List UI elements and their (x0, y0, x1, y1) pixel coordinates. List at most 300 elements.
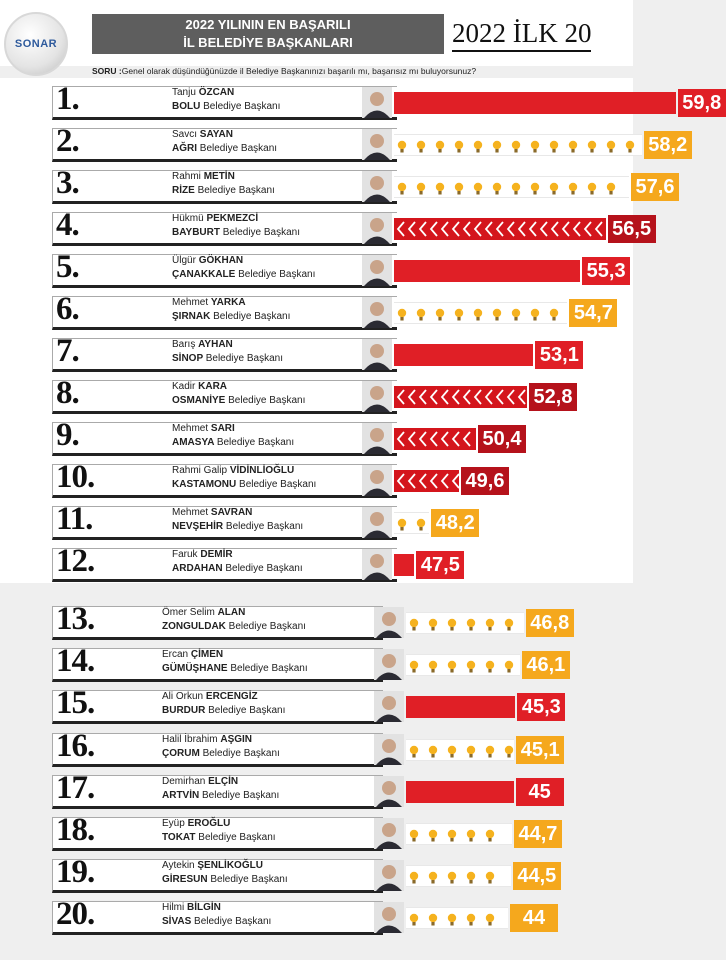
person-icon (374, 734, 404, 765)
chart-row (52, 333, 612, 372)
first-name: Hilmi (162, 902, 187, 914)
mayor-photo (362, 297, 392, 328)
value-label: 48,2 (431, 509, 479, 537)
mayor-name (172, 339, 233, 350)
bulb-icon (512, 309, 520, 317)
bulb-icon (398, 183, 406, 191)
bulb-icon (505, 619, 513, 627)
bulb-icons (406, 655, 520, 677)
rank-label: 16. (56, 727, 95, 764)
arrow-icon (420, 432, 426, 446)
first-name: Demirhan (162, 775, 209, 787)
mayor-name (162, 734, 252, 745)
bulb-icon (429, 661, 437, 669)
value-label: 54,7 (569, 299, 617, 327)
first-name: Mehmet (172, 297, 211, 308)
bulb-icon (410, 830, 418, 838)
chart-row (52, 291, 613, 330)
city-title (162, 663, 308, 674)
surname: AYHAN (198, 339, 233, 350)
bulb-icons (406, 908, 508, 930)
arrow-icon (442, 432, 448, 446)
data-bar (394, 428, 476, 450)
bulb-icon (467, 914, 475, 922)
first-name: Savcı (172, 129, 200, 140)
city-name: AMASYA (172, 437, 217, 448)
first-name: Eyüp (162, 818, 188, 829)
mayor-name (172, 507, 252, 518)
surname: SARI (210, 423, 235, 434)
value-label: 53,1 (535, 341, 583, 369)
person-icon (362, 423, 392, 454)
arrow-icon (409, 222, 415, 236)
bulb-icon (486, 872, 494, 880)
rank-label: 6. (56, 291, 79, 327)
city-title (162, 705, 285, 716)
title-suffix: Belediye Başkanı (208, 705, 286, 717)
bulb-icon (398, 141, 406, 149)
mayor-name (162, 691, 258, 702)
chart-subtitle: 2022 İLK 20 (452, 16, 591, 52)
data-bar (406, 781, 514, 803)
arrow-icon (508, 390, 514, 404)
arrow-icon (464, 390, 470, 404)
first-name: Aytekin (162, 860, 198, 872)
city-title (172, 227, 300, 238)
chart-row (52, 375, 612, 414)
arrow-icon (409, 432, 415, 446)
city-name: AĞRI (172, 143, 200, 154)
city-name: RİZE (172, 185, 198, 196)
mayor-name (162, 902, 221, 913)
value-label: 52,8 (529, 383, 577, 411)
city-title (172, 437, 294, 448)
first-name: Rahmi Galip (172, 465, 230, 476)
title-suffix: Belediye Başkanı (222, 227, 301, 238)
city-name: ŞIRNAK (172, 311, 214, 322)
person-icon (374, 818, 404, 849)
mayor-name (172, 213, 258, 224)
bulb-icon (410, 872, 418, 880)
city-name: SİVAS (162, 916, 195, 928)
bulb-icons (394, 135, 642, 157)
title-box (92, 14, 444, 54)
title-suffix: Belediye Başkanı (225, 521, 304, 532)
person-icon (362, 87, 392, 118)
header (0, 0, 633, 66)
bulb-icon (448, 914, 456, 922)
mayor-photo (374, 776, 404, 807)
arrow-icon (453, 432, 459, 446)
arrow-icon (409, 390, 415, 404)
person-icon (362, 465, 392, 496)
data-bar (394, 260, 580, 282)
city-name: BOLU (172, 101, 204, 112)
arrow-icon (431, 474, 437, 488)
surname: DEMİR (200, 549, 233, 560)
data-bar (406, 612, 524, 634)
chart-row (52, 896, 612, 935)
arrow-icon (442, 390, 448, 404)
arrow-icon (486, 390, 492, 404)
chart-row (52, 81, 722, 120)
data-bar (406, 696, 515, 718)
mayor-photo (362, 171, 392, 202)
city-title (162, 621, 306, 632)
rank-label: 18. (56, 812, 95, 848)
city-title (172, 521, 303, 532)
arrow-icon (475, 390, 481, 404)
mayor-photo (374, 649, 404, 680)
bulb-icon (493, 141, 501, 149)
bulb-icon (550, 183, 558, 191)
surname: BİLGİN (187, 902, 221, 914)
title-line-2: İL BELEDİYE BAŞKANLARI (183, 35, 353, 50)
city-title (172, 101, 280, 112)
bulb-icon (474, 309, 482, 317)
bulb-icons (394, 513, 429, 535)
bulb-icon (436, 309, 444, 317)
city-title (172, 563, 303, 574)
surname: KARA (198, 381, 228, 392)
arrow-icon (552, 222, 558, 236)
bulb-icon (448, 661, 456, 669)
bulb-icon (474, 141, 482, 149)
value-label: 44,7 (514, 820, 562, 848)
city-name: ARTVİN (162, 789, 202, 801)
rank-label: 14. (56, 643, 95, 680)
value-label: 56,5 (608, 215, 656, 243)
city-name: GÜMÜŞHANE (162, 663, 231, 675)
surname: GÖKHAN (198, 255, 244, 266)
bulb-icon (486, 745, 494, 753)
surname: VİDİNLİOĞLU (229, 465, 295, 476)
mayor-name (172, 297, 246, 308)
person-icon (362, 549, 392, 580)
city-name: ARDAHAN (172, 563, 226, 574)
title-suffix: Belediye Başkanı (197, 185, 275, 196)
data-bar (394, 134, 642, 156)
arrow-icon (596, 222, 602, 236)
arrow-icon (398, 222, 404, 236)
city-title (172, 311, 290, 322)
city-name: ZONGULDAK (162, 621, 229, 632)
mayor-name (162, 860, 263, 871)
data-bar (406, 907, 508, 929)
arrow-icon (541, 222, 547, 236)
bulb-icon (448, 830, 456, 838)
arrow-icon (486, 222, 492, 236)
chart-row (52, 543, 612, 582)
city-title (162, 832, 276, 843)
first-name: Ömer Selim (162, 607, 218, 618)
bulb-icons (406, 866, 511, 888)
mayor-name (162, 776, 238, 787)
bulb-icon (569, 183, 577, 191)
title-suffix: Belediye Başkanı (216, 437, 295, 448)
value-label: 55,3 (582, 257, 630, 285)
surname: EROĞLU (187, 818, 231, 829)
city-title (172, 395, 305, 406)
bulb-icon (467, 872, 475, 880)
bulb-icon (512, 141, 520, 149)
value-label: 45 (516, 778, 564, 806)
title-suffix: Belediye Başkanı (210, 874, 288, 886)
title-suffix: Belediye Başkanı (199, 143, 278, 154)
city-name: NEVŞEHİR (172, 521, 226, 532)
city-title (162, 748, 280, 759)
mayor-name (172, 381, 227, 392)
person-icon (374, 607, 404, 638)
city-title (172, 269, 315, 280)
bulb-icon (448, 872, 456, 880)
arrow-icon (508, 222, 514, 236)
title-suffix: Belediye Başkanı (202, 747, 280, 759)
surname: ELÇİN (208, 775, 239, 787)
mayor-name (162, 607, 245, 618)
bulb-icon (429, 914, 437, 922)
data-bar (406, 823, 512, 845)
first-name: Faruk (172, 549, 201, 560)
value-label: 47,5 (416, 551, 464, 579)
bulb-icons (394, 177, 629, 199)
data-bar (394, 554, 414, 576)
bulb-icon (410, 914, 418, 922)
title-suffix: Belediye Başkanı (228, 395, 306, 406)
logo-text: SONAR (14, 38, 58, 50)
chart-row (52, 769, 612, 809)
mayor-photo (362, 381, 392, 412)
bulb-icon (467, 619, 475, 627)
first-name: Hükmü (172, 213, 207, 224)
six-arrow-icons (394, 428, 476, 450)
arrow-icon (431, 432, 437, 446)
mayor-photo (374, 691, 404, 722)
bulb-icon (436, 183, 444, 191)
rank-label: 17. (56, 769, 95, 806)
value-label: 44 (510, 904, 558, 932)
bulb-icon (398, 309, 406, 317)
arrow-icon (464, 222, 470, 236)
bulb-icon (569, 141, 577, 149)
city-title (162, 916, 271, 927)
data-bar (394, 302, 567, 324)
bulb-icon (512, 183, 520, 191)
chart-row (52, 854, 612, 893)
bulb-icon (429, 619, 437, 627)
city-name: BAYBURT (172, 227, 223, 238)
bulb-icon (474, 183, 482, 191)
mayor-photo (362, 549, 392, 580)
arrow-icon (398, 390, 404, 404)
arrow-icon (420, 222, 426, 236)
arrow-icon (442, 222, 448, 236)
mayor-name (172, 465, 294, 476)
title-suffix: Belediye Başkanı (238, 269, 316, 280)
bulb-icon (550, 309, 558, 317)
title-suffix: Belediye Başkanı (230, 663, 308, 675)
first-name: Rahmi (172, 171, 204, 182)
chart-row (52, 727, 612, 767)
mayor-photo (374, 902, 404, 933)
bulb-icons (394, 303, 567, 325)
first-name: Kadir (172, 381, 199, 392)
bulb-icon (429, 830, 437, 838)
arrow-icon (420, 474, 426, 488)
city-title (172, 479, 316, 490)
mayor-photo (374, 818, 404, 849)
data-bar (394, 386, 527, 408)
rank-label: 8. (56, 375, 79, 411)
bulb-icon (607, 141, 615, 149)
bulb-icon (455, 183, 463, 191)
arrow-icon (409, 474, 415, 488)
person-icon (362, 129, 392, 160)
title-suffix: Belediye Başkanı (239, 479, 317, 490)
bulb-icon (467, 745, 475, 753)
bulb-icon (448, 619, 456, 627)
survey-question (92, 66, 632, 76)
rank-label: 20. (56, 896, 95, 933)
mayor-photo (362, 87, 392, 118)
person-icon (362, 297, 392, 328)
mayor-photo (362, 255, 392, 286)
question-label: SORU : (92, 66, 122, 76)
rank-label: 10. (56, 459, 95, 495)
bulb-icon (455, 141, 463, 149)
value-label: 45,1 (516, 736, 564, 764)
person-icon (362, 507, 392, 538)
city-name: SİNOP (172, 353, 206, 364)
arrow-icon (497, 222, 503, 236)
person-icon (374, 776, 404, 807)
bulb-icons (406, 613, 524, 635)
value-label: 49,6 (461, 467, 509, 495)
bulb-icon (486, 914, 494, 922)
arrow-icon (585, 222, 591, 236)
bulb-icon (436, 141, 444, 149)
data-bar (394, 176, 629, 198)
bulb-icon (455, 309, 463, 317)
mayor-photo (374, 607, 404, 638)
mayor-name (172, 129, 233, 140)
first-name: Ali Orkun (162, 691, 206, 703)
mayor-name (172, 171, 235, 182)
chart-row (52, 459, 612, 498)
surname: ERCENGİZ (205, 691, 258, 703)
first-name: Tanju (172, 87, 199, 98)
chart-row (52, 123, 688, 162)
rank-label: 3. (56, 165, 79, 201)
arrow-icon (453, 222, 459, 236)
person-icon (362, 381, 392, 412)
rank-label: 2. (56, 123, 79, 159)
bulb-icon (505, 745, 513, 753)
chart-row (52, 501, 612, 540)
arrow-icon (519, 390, 525, 404)
bulb-icon (410, 745, 418, 753)
first-name: Halil İbrahim (162, 733, 221, 745)
person-icon (362, 171, 392, 202)
mayor-photo (374, 860, 404, 891)
mayor-name (172, 549, 233, 560)
bulb-icon (467, 830, 475, 838)
first-name: Mehmet (172, 507, 211, 518)
arrow-icon (497, 390, 503, 404)
arrow-icon (574, 222, 580, 236)
chart-row (52, 685, 612, 724)
mayor-name (162, 649, 223, 660)
person-icon (362, 213, 392, 244)
six-arrow-icons (394, 218, 606, 240)
first-name: Barış (172, 339, 199, 350)
surname: SAVRAN (210, 507, 253, 518)
mayor-photo (362, 423, 392, 454)
chart-row (52, 643, 612, 682)
arrow-icon (453, 474, 459, 488)
person-icon (374, 860, 404, 891)
data-bar (406, 865, 511, 887)
city-name: BURDUR (162, 705, 209, 717)
city-title (172, 143, 277, 154)
surname: PEKMEZCİ (206, 213, 259, 224)
chart-row (52, 601, 612, 640)
bulb-icon (486, 661, 494, 669)
mayor-name (172, 87, 234, 98)
first-name: Ercan (162, 649, 191, 661)
bulb-icon (486, 830, 494, 838)
data-bar (406, 654, 520, 676)
surname: METİN (203, 171, 235, 182)
arrow-icon (442, 474, 448, 488)
rank-label: 15. (56, 685, 95, 722)
mayor-photo (362, 507, 392, 538)
data-bar (394, 344, 533, 366)
mayor-name (172, 255, 243, 266)
value-label: 58,2 (644, 131, 692, 159)
arrow-icon (519, 222, 525, 236)
rank-label: 19. (56, 854, 95, 891)
bulb-icon (531, 141, 539, 149)
city-name: ÇANAKKALE (172, 269, 239, 280)
city-name: GİRESUN (162, 874, 211, 886)
title-line-1: 2022 YILININ EN BAŞARILI (185, 17, 351, 32)
surname: ALAN (217, 607, 246, 618)
surname: ŞENLİKOĞLU (197, 860, 263, 872)
bulb-icon (398, 519, 406, 527)
rank-label: 7. (56, 333, 79, 369)
bulb-icons (406, 824, 512, 846)
person-icon (374, 691, 404, 722)
mayor-name (162, 818, 230, 829)
title-suffix: Belediye Başkanı (205, 353, 283, 364)
chart-row (52, 165, 675, 204)
mayor-photo (362, 339, 392, 370)
person-icon (374, 902, 404, 933)
bulb-icons (406, 740, 514, 762)
sonar-logo (4, 12, 68, 76)
surname: ÖZCAN (198, 87, 235, 98)
person-icon (362, 255, 392, 286)
person-icon (374, 649, 404, 680)
value-label: 46,8 (526, 609, 574, 637)
surname: ÇİMEN (190, 649, 224, 661)
bulb-icon (467, 661, 475, 669)
title-suffix: Belediye Başkanı (202, 789, 280, 801)
bulb-icon (626, 141, 634, 149)
surname: AŞGIN (220, 733, 253, 745)
city-title (172, 353, 283, 364)
